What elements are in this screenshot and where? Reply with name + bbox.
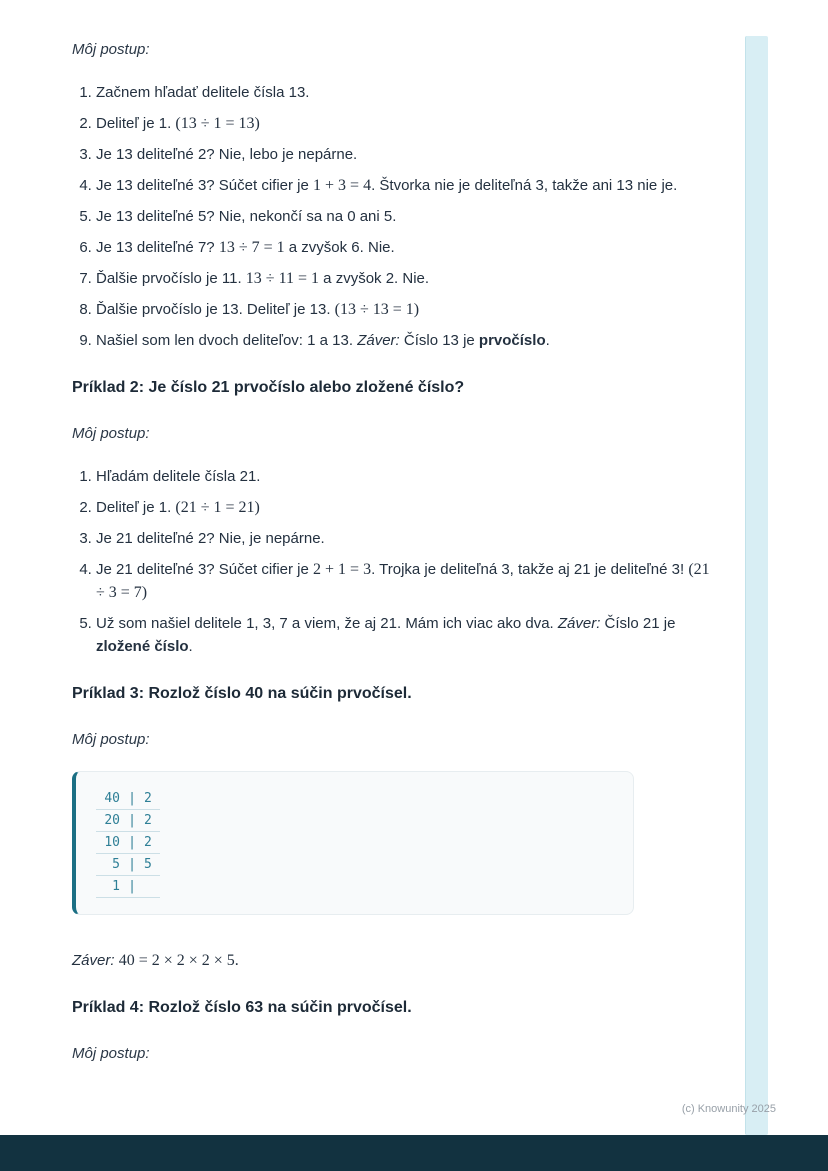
text-segment: zložené číslo [96,638,189,655]
ladder-cell: 10 [96,832,127,854]
example-2-heading: Príklad 2: Je číslo 21 prvočíslo alebo zložené číslo? [72,379,465,396]
list-item [96,143,712,166]
text-segment: Už som našiel delitele 1, 3, 7 a viem, že aj 21. Mám ich viac ako dva. [96,615,558,632]
text-segment: Je 13 deliteľné 2? Nie, lebo je nepárne. [96,146,358,163]
text-segment: . Štvorka nie je deliteľná 3, takže ani 13 nie je. [371,177,678,194]
ladder-cell: | [127,854,137,876]
text-segment: Je 13 deliteľné 5? Nie, nekončí sa na 0 ani 5. [96,208,397,225]
text-segment: Je 13 deliteľné 7? [96,239,219,256]
text-segment: Záver: [357,332,400,349]
list-item [96,81,712,104]
my-approach-label-3: Môj postup: [72,731,150,748]
text-segment: (13 ÷ 13 = 1) [334,301,420,318]
list-item [96,236,712,259]
ladder-cell: | [127,876,137,898]
text-segment: (21 ÷ 3 = 7) [96,561,710,601]
ladder-row [96,876,160,898]
ladder-cell: 5 [96,854,127,876]
ladder-cell: 2 [137,788,160,810]
text-segment: 1 + 3 = 4 [313,177,372,194]
my-approach-label-1: Môj postup: [72,41,150,58]
ladder-cell: 40 [96,788,127,810]
text-segment: Ďalšie prvočíslo je 13. Deliteľ je 13. [96,301,335,318]
page-edge-stripe [745,36,768,1135]
ladder-cell: 2 [137,810,160,832]
text-segment: 40 = 2 × 2 × 2 × 5. [118,952,239,969]
ladder-row [96,810,160,832]
example-4-heading: Príklad 4: Rozlož číslo 63 na súčin prvočísel. [72,999,412,1016]
list-item [96,205,712,228]
text-segment: a zvyšok 2. Nie. [319,270,430,287]
text-segment: Záver: [557,615,601,632]
text-segment: Číslo 13 je [399,332,479,349]
ladder-cell: 1 [96,876,127,898]
text-segment: Číslo 21 je [600,615,676,632]
text-segment: 13 ÷ 7 = 1 [218,239,285,256]
text-segment: Začnem hľadať delitele čísla 13. [96,84,310,101]
text-segment: prvočíslo [478,332,546,349]
list-item [96,496,712,519]
prime-factorization-block [72,771,634,915]
example-3-heading: Príklad 3: Rozlož číslo 40 na súčin prvočísel. [72,685,412,702]
list-item [96,527,712,550]
text-segment: a zvyšok 6. Nie. [284,239,395,256]
list-item [96,612,712,658]
ladder-cell: | [127,810,137,832]
text-segment: (13 ÷ 1 = 13) [175,115,260,132]
ladder-cell: 5 [137,854,160,876]
ladder-cell: 2 [137,832,160,854]
ladder-cell [137,876,160,898]
bottom-bar [0,1135,828,1171]
document-content [72,0,712,1085]
text-segment: Je 21 deliteľné 2? Nie, je nepárne. [96,530,325,547]
text-segment: . [545,332,550,349]
factor-ladder [96,788,613,898]
list-item [96,465,712,488]
my-approach-label-2: Môj postup: [72,425,150,442]
ladder-cell: | [127,788,137,810]
ladder-row [96,832,160,854]
ladder-cell: 20 [96,810,127,832]
text-segment: Je 13 deliteľné 3? Súčet cifier je [96,177,314,194]
list-item [96,558,712,604]
text-segment: . [188,638,193,655]
list-item [96,267,712,290]
my-approach-label-4: Môj postup: [72,1045,150,1062]
text-segment: Našiel som len dvoch deliteľov: 1 a 13. [96,332,358,349]
ladder-row [96,854,160,876]
text-segment: Hľadám delitele čísla 21. [96,468,261,485]
text-segment: Deliteľ je 1. [96,499,176,516]
ladder-cell: | [127,832,137,854]
list-item [96,298,712,321]
copyright-credit: (c) Knowunity 2025 [681,1103,776,1115]
list-item [96,174,712,197]
list-item [96,112,712,135]
list-item [96,329,712,352]
text-segment: Záver: [72,952,119,969]
text-segment: Ďalšie prvočíslo je 11. [96,270,246,287]
ladder-row [96,788,160,810]
text-segment: (21 ÷ 1 = 21) [175,499,260,516]
example-2-steps-list [72,465,712,658]
text-segment: 2 + 1 = 3 [313,561,372,578]
conclusion-line [72,949,712,972]
text-segment: Je 21 deliteľné 3? Súčet cifier je [96,561,314,578]
example-1-steps-list [72,81,712,352]
text-segment: 13 ÷ 11 = 1 [245,270,320,287]
text-segment: . Trojka je deliteľná 3, takže aj 21 je deliteľné 3! [371,561,689,578]
text-segment: Deliteľ je 1. [96,115,176,132]
